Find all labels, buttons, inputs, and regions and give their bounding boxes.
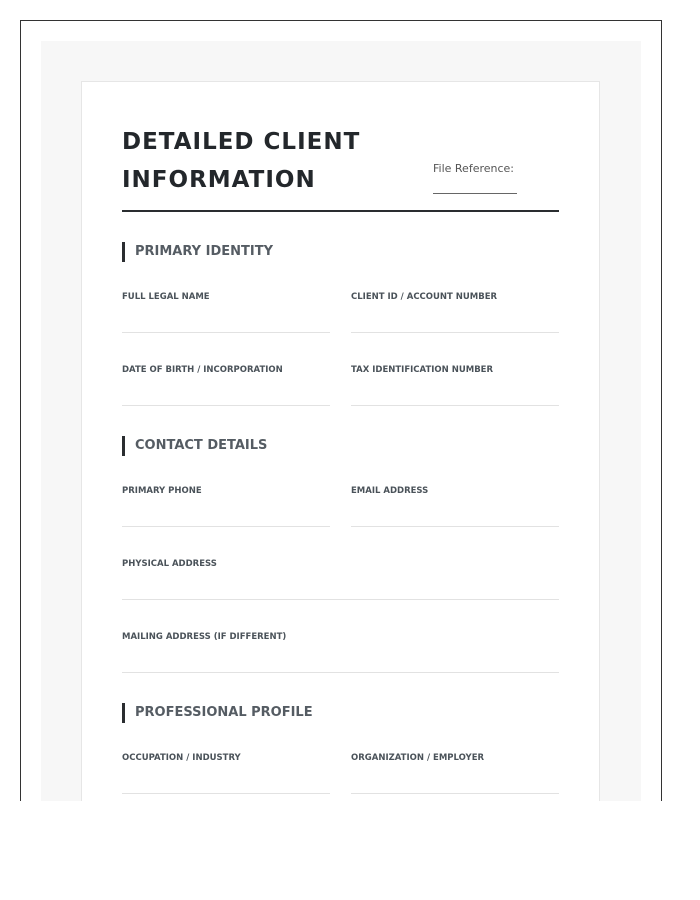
- document-frame: [20, 20, 662, 801]
- field-label: OCCUPATION / INDUSTRY: [122, 753, 241, 763]
- form-sections: [122, 242, 559, 794]
- field-mailing-address-if-different[interactable]: [122, 631, 559, 673]
- field-date-of-birth-incorporation[interactable]: [122, 364, 330, 406]
- section-heading: PRIMARY IDENTITY: [122, 242, 559, 262]
- field-label: FULL LEGAL NAME: [122, 292, 210, 302]
- field-email-address[interactable]: [351, 485, 559, 527]
- field-tax-identification-number[interactable]: [351, 364, 559, 406]
- field-label: ORGANIZATION / EMPLOYER: [351, 753, 485, 763]
- page-title: DETAILED CLIENT INFORMATION: [122, 129, 361, 193]
- file-reference-field[interactable]: [433, 193, 517, 194]
- field-row: [122, 631, 559, 673]
- field-label: CLIENT ID / ACCOUNT NUMBER: [351, 292, 498, 302]
- field-physical-address[interactable]: [122, 558, 559, 600]
- field-organization-employer[interactable]: [351, 752, 559, 794]
- field-label: EMAIL ADDRESS: [351, 486, 429, 496]
- field-row: [122, 291, 559, 333]
- field-label: PRIMARY PHONE: [122, 486, 202, 496]
- form-card: [81, 81, 600, 801]
- file-reference: [433, 162, 517, 194]
- field-label: DATE OF BIRTH / INCORPORATION: [122, 365, 283, 375]
- section-contact-details: [122, 436, 559, 673]
- section-primary-identity: [122, 242, 559, 406]
- field-label: PHYSICAL ADDRESS: [122, 559, 217, 569]
- field-row: [122, 752, 559, 794]
- field-row: [122, 364, 559, 406]
- section-heading: PROFESSIONAL PROFILE: [122, 703, 559, 723]
- form-header: [122, 123, 559, 212]
- page-background: [41, 41, 641, 801]
- field-occupation-industry[interactable]: [122, 752, 330, 794]
- section-professional-profile: [122, 703, 559, 794]
- file-reference-label: File Reference:: [433, 162, 515, 175]
- section-heading: CONTACT DETAILS: [122, 436, 559, 456]
- field-row: [122, 558, 559, 600]
- field-label: MAILING ADDRESS (IF DIFFERENT): [122, 632, 287, 642]
- field-primary-phone[interactable]: [122, 485, 330, 527]
- field-label: TAX IDENTIFICATION NUMBER: [351, 365, 494, 375]
- field-row: [122, 485, 559, 527]
- field-client-id-account-number[interactable]: [351, 291, 559, 333]
- field-full-legal-name[interactable]: [122, 291, 330, 333]
